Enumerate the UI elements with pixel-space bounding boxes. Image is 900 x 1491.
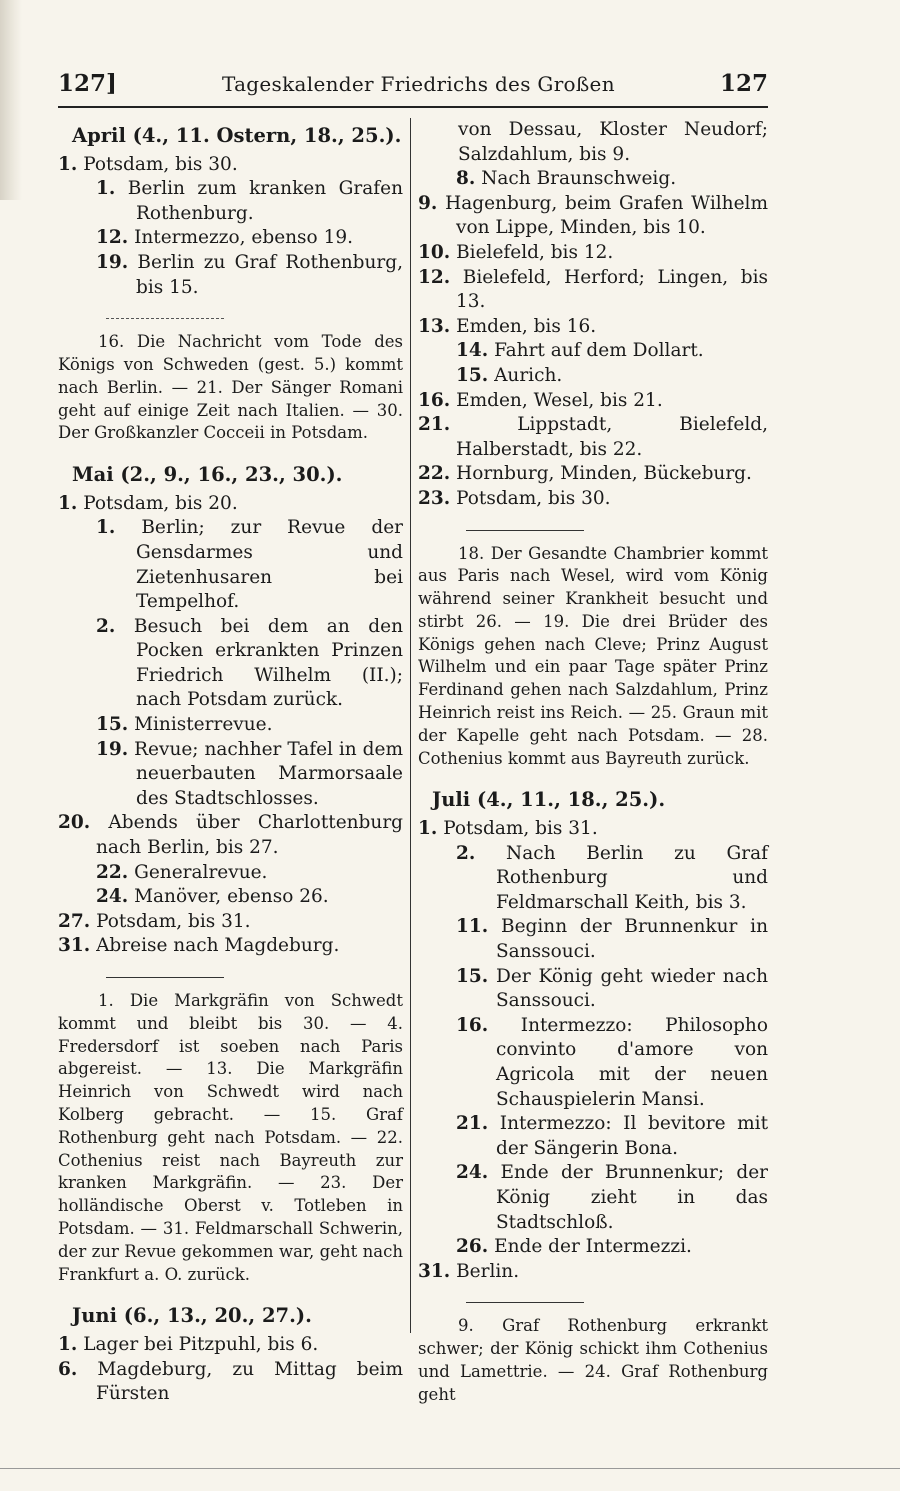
month-heading-juli: Juli (4., 11., 18., 25.).: [432, 788, 666, 812]
calendar-entry: [58, 177, 403, 226]
left-page-number: 127]: [58, 70, 117, 97]
entry-text: Intermezzo: Philosopho convinto d'amore von Agricola mit der neuen Schauspielerin Mansi.: [488, 1014, 768, 1110]
entry-date: 22.: [418, 463, 451, 485]
entry-text: Emden, bis 16.: [450, 315, 597, 337]
entry-date: 16.: [418, 389, 451, 411]
entry-text: Lippstadt, Bielefeld, Halberstadt, bis 22.: [450, 414, 768, 460]
calendar-entry: [58, 153, 403, 178]
entry-text: Abends über Charlottenburg nach Berlin, bis 27.: [90, 812, 403, 859]
entry-text: Magdeburg, zu Mittag beim Fürsten: [77, 1358, 403, 1405]
left-column: [58, 118, 403, 1407]
section-rule: [106, 977, 224, 978]
entry-text: Berlin zu Graf Rothenburg, bis 15.: [128, 251, 403, 298]
calendar-entry: [58, 738, 403, 812]
april-entries: [58, 153, 403, 301]
entry-date: 21.: [418, 414, 451, 436]
entry-date: 19.: [96, 251, 129, 273]
calendar-entry: [418, 1161, 768, 1235]
entry-text: Fahrt auf dem Dollart.: [488, 340, 704, 362]
entry-date: 13.: [418, 315, 451, 337]
month-heading-mai: Mai (2., 9., 16., 23., 30.).: [72, 463, 343, 487]
running-header: [58, 70, 768, 97]
entry-text: Hornburg, Minden, Bückeburg.: [450, 463, 752, 485]
entry-date: 10.: [418, 241, 451, 263]
entry-date: 12.: [96, 227, 129, 249]
calendar-entry: [418, 915, 768, 964]
entry-text: Potsdam, bis 31.: [90, 910, 251, 932]
calendar-entry: [58, 713, 403, 738]
entry-date: 31.: [418, 1260, 451, 1282]
calendar-entry: [418, 965, 768, 1014]
entry-date: 6.: [58, 1358, 78, 1380]
calendar-entry: [58, 1333, 403, 1358]
entry-text: Lager bei Pitzpuhl, bis 6.: [77, 1333, 319, 1355]
calendar-entry: [418, 487, 768, 512]
header-rule: [58, 106, 768, 108]
calendar-entry: [58, 516, 403, 614]
calendar-entry: [58, 811, 403, 860]
entry-text: Ende der Brunnenkur; der König zieht in das Stadtschloß.: [488, 1162, 768, 1233]
calendar-entry: [418, 413, 768, 462]
juni-continuation: von Dessau, Kloster Neudorf; Salzdahlum, bis 9.: [458, 119, 768, 165]
entry-text: Potsdam, bis 20.: [77, 492, 238, 514]
entry-text: Potsdam, bis 30.: [450, 487, 611, 509]
calendar-entry: [418, 167, 768, 192]
entry-date: 1.: [418, 818, 438, 840]
calendar-entry: [418, 1260, 768, 1285]
calendar-entry: [418, 192, 768, 241]
mai-note: 1. Die Markgräfin von Schwedt kommt und bleibt bis 30. — 4. Fredersdorf ist soeben nach Paris abgereist. — 13. Die Markgräfin Heinrich von Schwedt wird nach Kolberg gebracht. — 15. Graf Rothenburg geht nach Potsdam. — 22. Cothenius reist nach Bayreuth zur kranken Markgräfin. — 23. Der holländische Oberst v. Totleben in Potsdam. — 31. Feldmarschall Schwerin, der zur Revue gekommen war, geht nach Frankfurt a. O. zurück.: [58, 991, 403, 1284]
entry-date: 19.: [96, 738, 129, 760]
right-page-number: 127: [719, 70, 768, 97]
right-column: [418, 118, 768, 1425]
entry-date: 15.: [456, 364, 489, 386]
entry-text: Aurich.: [488, 364, 563, 386]
entry-text: Emden, Wesel, bis 21.: [450, 389, 663, 411]
calendar-entry: [58, 885, 403, 910]
calendar-entry: [418, 315, 768, 340]
entry-date: 22.: [96, 861, 129, 883]
entry-text: Berlin; zur Revue der Gensdarmes und Zietenhusaren bei Tempelhof.: [115, 517, 403, 613]
entry-date: 16.: [456, 1014, 489, 1036]
scan-bottom-edge: [0, 1468, 900, 1469]
entry-date: 23.: [418, 487, 451, 509]
juni-entries: [58, 1333, 403, 1407]
calendar-entry: [58, 492, 403, 517]
entry-text: Hagenburg, beim Grafen Wilhelm von Lippe, Minden, bis 10.: [437, 192, 768, 239]
calendar-entry: [418, 462, 768, 487]
calendar-entry: [418, 266, 768, 315]
entry-text: Intermezzo, ebenso 19.: [128, 227, 353, 249]
entry-date: 24.: [96, 886, 129, 908]
entry-text: Nach Braunschweig.: [475, 168, 677, 190]
calendar-entry: [58, 226, 403, 251]
calendar-entry: [58, 934, 403, 959]
entry-date: 11.: [456, 916, 489, 938]
calendar-entry: [58, 251, 403, 300]
entry-date: 1.: [58, 1333, 78, 1355]
entry-text: Potsdam, bis 31.: [437, 818, 598, 840]
entry-text: Generalrevue.: [128, 861, 268, 883]
entry-date: 27.: [58, 910, 91, 932]
entry-date: 15.: [96, 714, 129, 736]
entry-text: Der König geht wieder nach Sanssouci.: [488, 965, 768, 1012]
entry-date: 21.: [456, 1113, 489, 1135]
entry-date: 8.: [456, 168, 476, 190]
entry-text: Manöver, ebenso 26.: [128, 886, 329, 908]
juli-note: 9. Graf Rothenburg erkrankt schwer; der König schickt ihm Cothenius und Lamettrie. — 24. Graf Rothenburg geht: [418, 1316, 768, 1404]
entry-text: Berlin zum kranken Grafen Rothenburg.: [115, 178, 403, 224]
section-rule: [466, 530, 584, 531]
calendar-entry: [418, 1235, 768, 1260]
entry-text: Nach Berlin zu Graf Rothenburg und Feldmarschall Keith, bis 3.: [475, 842, 768, 913]
entry-date: 20.: [58, 812, 91, 834]
entry-text: Revue; nachher Tafel in dem neuerbauten Marmorsaale des Stadtschlosses.: [128, 738, 403, 809]
calendar-entry: [58, 861, 403, 886]
entry-text: Abreise nach Magdeburg.: [90, 935, 340, 957]
mai-entries: [58, 492, 403, 959]
column-divider: [410, 118, 411, 1333]
calendar-entry: [418, 1112, 768, 1161]
month-heading-juni: Juni (6., 13., 20., 27.).: [72, 1304, 312, 1328]
entry-date: 31.: [58, 935, 91, 957]
entry-text: Bielefeld, bis 12.: [450, 241, 614, 263]
juli-entries: [418, 817, 768, 1284]
calendar-entry: [418, 1014, 768, 1112]
section-rule: [466, 1302, 584, 1303]
entry-text: Beginn der Brunnenkur in Sanssouci.: [488, 916, 768, 963]
entry-date: 15.: [456, 965, 489, 987]
calendar-entry: [418, 842, 768, 916]
running-title: Tageskalender Friedrichs des Großen: [222, 72, 615, 96]
calendar-entry: [58, 1358, 403, 1407]
entry-date: 12.: [418, 266, 451, 288]
calendar-entry: [418, 389, 768, 414]
calendar-entry: [418, 364, 768, 389]
juni-cont-entries: [418, 167, 768, 511]
entry-text: Potsdam, bis 30.: [77, 153, 238, 175]
month-heading-april: April (4., 11. Ostern, 18., 25.).: [72, 124, 402, 147]
entry-date: 1.: [96, 517, 116, 539]
entry-date: 1.: [58, 153, 78, 175]
entry-text: Ministerrevue.: [128, 714, 273, 736]
april-note: 16. Die Nachricht vom Tode des Königs von Schweden (gest. 5.) kommt nach Berlin. — 21. Der Sänger Romani geht auf einige Zeit nach Italien. — 30. Der Großkanzler Cocceii in Potsdam.: [58, 332, 403, 443]
entry-text: Intermezzo: Il bevitore mit der Sängerin Bona.: [488, 1113, 768, 1159]
calendar-entry: [58, 910, 403, 935]
entry-date: 24.: [456, 1162, 489, 1184]
entry-text: Bielefeld, Herford; Lingen, bis 13.: [450, 266, 768, 313]
entry-text: Ende der Intermezzi.: [488, 1236, 692, 1258]
entry-date: 2.: [456, 842, 476, 864]
juni-note: 18. Der Gesandte Chambrier kommt aus Paris nach Wesel, wird vom König während seiner Krankheit besucht und stirbt 26. — 19. Die drei Brüder des Königs gehen nach Cleve; Prinz August Wilhelm und ein paar Tage später Prinz Ferdinand gehen nach Salzdahlum, Prinz Heinrich reist ins Reich. — 25. Graun mit der Kapelle geht nach Potsdam. — 28. Cothenius kommt aus Bayreuth zurück.: [418, 543, 768, 768]
calendar-entry: [418, 817, 768, 842]
entry-date: 1.: [58, 492, 78, 514]
calendar-entry: [418, 339, 768, 364]
entry-text: Besuch bei dem an den Pocken erkrankten Prinzen Friedrich Wilhelm (II.); nach Potsdam zurück.: [115, 615, 403, 711]
entry-date: 14.: [456, 340, 489, 362]
entry-text: Berlin.: [450, 1260, 520, 1282]
entry-date: 2.: [96, 615, 116, 637]
calendar-entry: [418, 241, 768, 266]
calendar-entry: [58, 615, 403, 713]
entry-date: 26.: [456, 1236, 489, 1258]
entry-date: 1.: [96, 178, 116, 200]
section-rule: [106, 318, 224, 319]
entry-date: 9.: [418, 192, 438, 214]
page-edge-shadow: [0, 0, 22, 200]
